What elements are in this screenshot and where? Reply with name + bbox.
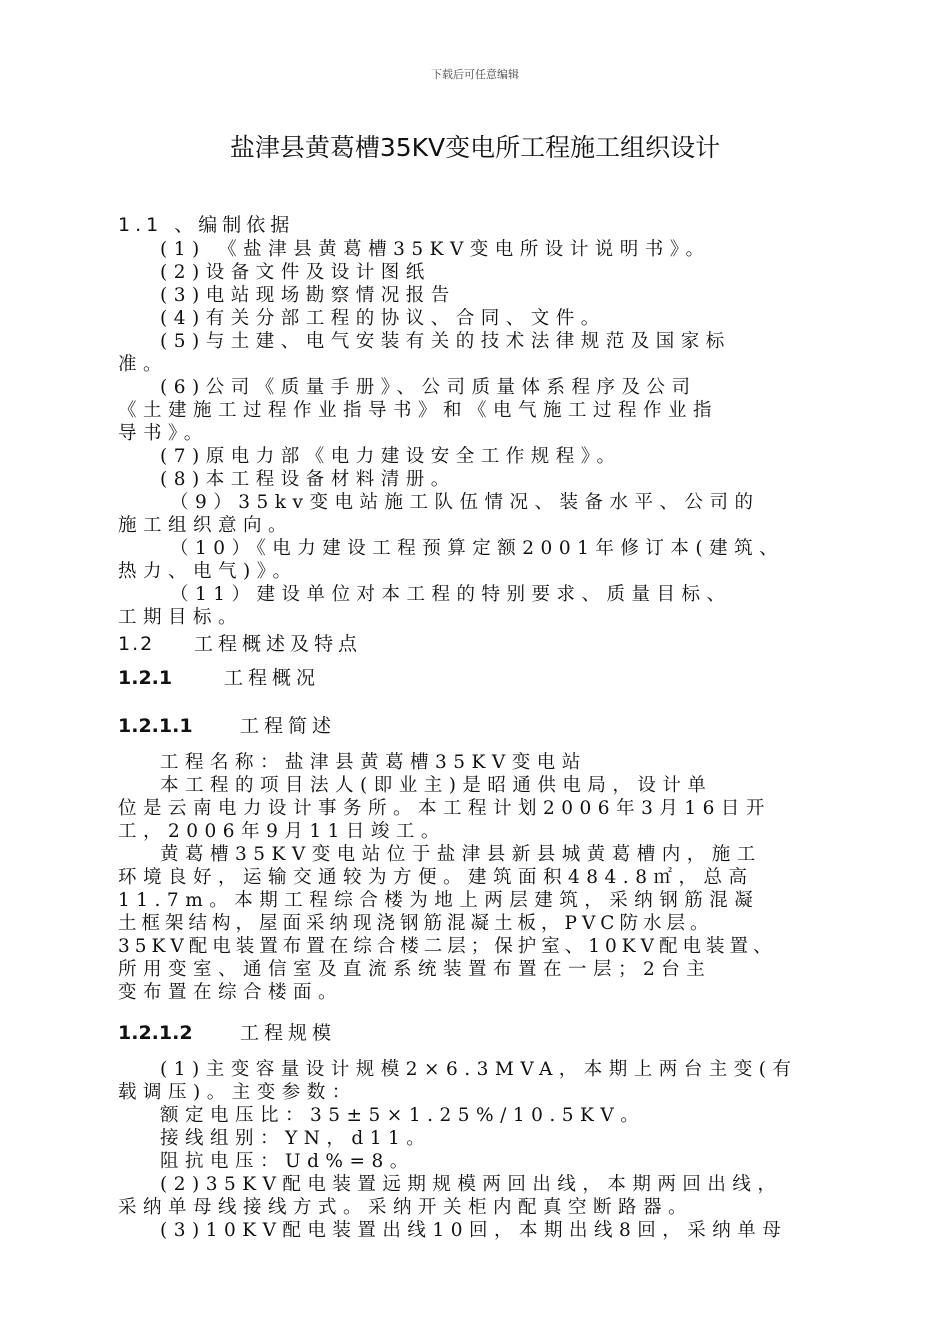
paragraph-line: (2)35KV配电装置远期规模两回出线，本期两回出线，: [160, 1174, 783, 1195]
list-item: (2)设备文件及设计图纸: [160, 262, 431, 283]
paragraph-line: 阻抗电压：Ud%=8。: [160, 1151, 415, 1172]
paragraph-line: 采纳单母线接线方式。采纳开关柜内配真空断路器。: [118, 1197, 694, 1218]
paragraph-line: 工，2006年9月11日竣工。: [118, 821, 446, 842]
paragraph-line: 所用变室、通信室及直流系统装置布置在一层；2台主: [118, 959, 712, 980]
paragraph-line: 黄葛槽35KV变电站位于盐津县新县城黄葛槽内，施工: [160, 844, 762, 865]
paragraph-line: 11.7m。本期工程综合楼为地上两层建筑，采纳钢筋混凝: [118, 890, 760, 911]
paragraph-line: 土框架结构，屋面采纳现浇钢筋混凝土板，PVC防水层。: [118, 913, 714, 934]
paragraph-line: 工程名称：盐津县黄葛槽35KV变电站: [160, 752, 587, 773]
list-item: (7)原电力部《电力建设安全工作规程》。: [160, 446, 622, 467]
section-title: 工程简述: [240, 715, 337, 737]
section-number: 1.2.1.2: [118, 1022, 193, 1044]
section-heading: 1.1 、编制依据: [118, 214, 295, 236]
paragraph-line: 额定电压比：35±5×1.25%/10.5KV。: [160, 1105, 646, 1126]
paragraph-line: 环境良好，运输交通较为方便。建筑面积484.8㎡，总高: [118, 867, 754, 888]
list-item: （11）建设单位对本工程的特别要求、质量目标、: [170, 584, 732, 605]
section-number: 1.2: [118, 633, 155, 655]
list-item: （9）35kv变电站施工队伍情况、装备水平、公司的: [170, 492, 760, 513]
list-item: (6)公司《质量手册》、公司质量体系程序及公司: [160, 377, 697, 398]
section-heading-1-2-1: [118, 665, 832, 691]
paragraph-line: 35KV配电装置布置在综合楼二层；保护室、10KV配电装置、: [118, 936, 777, 957]
paragraph-block: [118, 751, 832, 1004]
paragraph-line: 接线组别：YN，d11。: [160, 1128, 432, 1149]
section-heading-1-2-1-1: [118, 713, 832, 739]
list-item-continuation: 准。: [118, 354, 169, 375]
section-number: 1.2.1.1: [118, 715, 193, 737]
section-title: 工程规模: [240, 1022, 337, 1044]
list-item-continuation: 《土建施工过程作业指导书》和《电气施工过程作业指: [118, 400, 719, 421]
list-item: (3)电站现场勘察情况报告: [160, 285, 456, 306]
section-number: 1.2.1: [118, 667, 173, 689]
list-item-continuation: 导书》。: [118, 423, 209, 444]
list-item: (8)本工程设备材料清册。: [160, 469, 456, 490]
section-title: 工程概述及特点: [194, 633, 363, 655]
paragraph-line: 本工程的项目法人(即业主)是昭通供电局，设计单: [160, 775, 713, 796]
list-item: (1) 《盐津县黄葛槽35KV变电所设计说明书》。: [160, 239, 711, 260]
list-item-continuation: 热力、电气)》。: [118, 561, 298, 582]
paragraph-line: 载调压)。主变参数：: [118, 1082, 357, 1103]
document-title: 盐津县黄葛槽35KV变电所工程施工组织设计: [229, 133, 721, 162]
list-item: (5)与土建、电气安装有关的技术法律规范及国家标: [160, 331, 731, 352]
page-header: 下载后可任意编辑: [431, 68, 519, 81]
section-heading-1-2: [118, 631, 832, 657]
document-body: [118, 212, 832, 1242]
paragraph-line: 变布置在综合楼面。: [118, 982, 344, 1003]
paragraph-line: (1)主变容量设计规模2×6.3MVA，本期上两台主变(有: [160, 1059, 798, 1080]
section-heading-1-2-1-2: [118, 1020, 832, 1046]
section-title: 工程概况: [224, 667, 321, 689]
list-item: (4)有关分部工程的协议、合同、文件。: [160, 308, 606, 329]
paragraph-block: [118, 1058, 832, 1242]
paragraph-line: (3)10KV配电装置出线10回，本期出线8回，采纳单母: [160, 1220, 788, 1241]
list-item: （10）《电力建设工程预算定额2001年修订本(建筑、: [170, 538, 785, 559]
list-item-continuation: 施工组织意向。: [118, 515, 294, 536]
paragraph-line: 位是云南电力设计事务所。本工程计划2006年3月16日开: [118, 798, 771, 819]
list-item-continuation: 工期目标。: [118, 607, 244, 628]
